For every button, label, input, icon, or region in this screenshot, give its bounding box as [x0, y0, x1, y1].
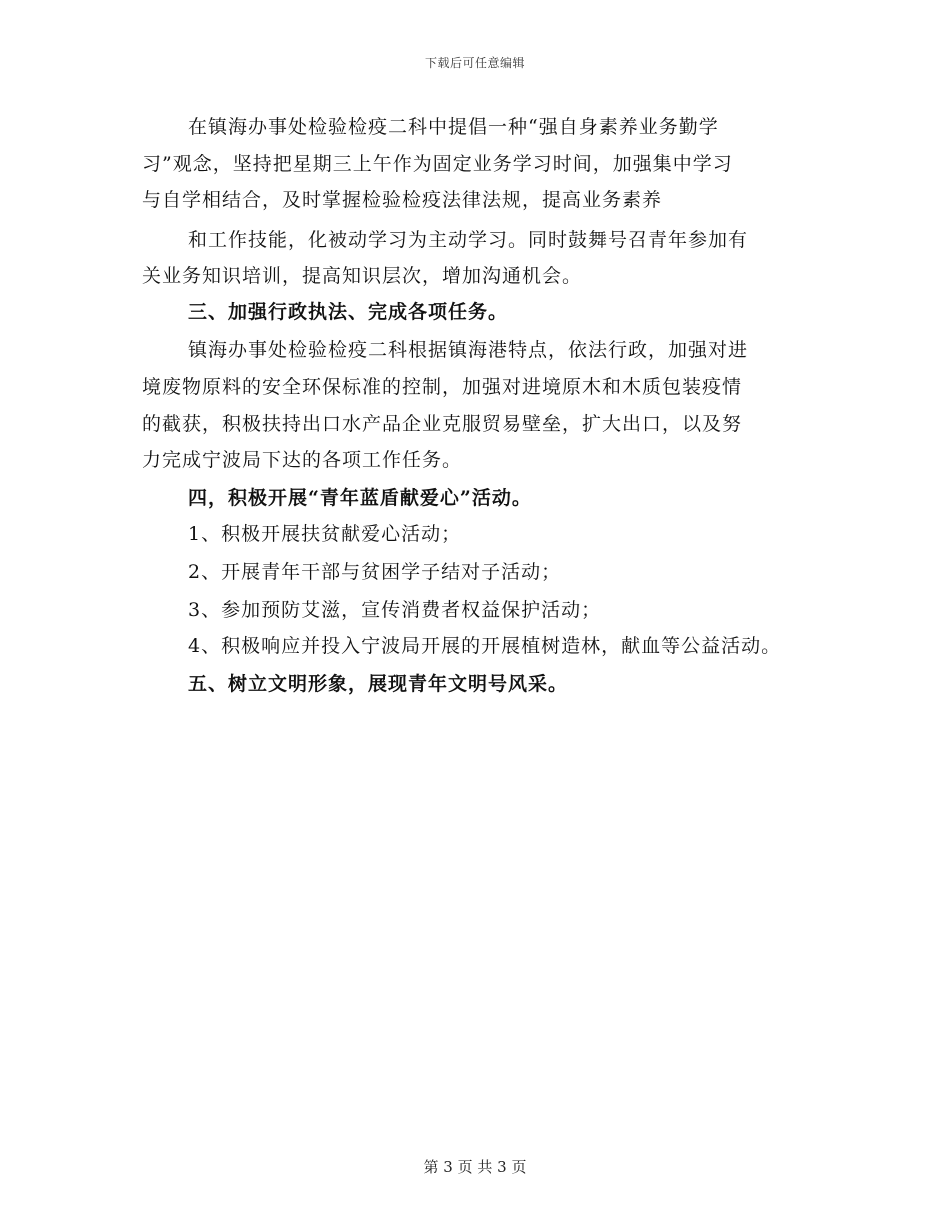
paragraph-line: 力完成宁波局下达的各项工作任务。 — [142, 449, 463, 471]
paragraph-line: 的截获，积极扶持出口水产品企业克服贸易壁垒，扩大出口，以及努 — [142, 413, 743, 435]
paragraph-line: 关业务知识培训，提高知识层次，增加沟通机会。 — [142, 265, 583, 287]
page-footer: 第 3 页 共 3 页 — [423, 1158, 527, 1176]
paragraph-line: 和工作技能，化被动学习为主动学习。同时鼓舞号召青年参加有 — [188, 229, 749, 251]
section-heading: 四，积极开展“青年蓝盾献爱心”活动。 — [188, 487, 532, 509]
paragraph-line: 境废物原料的安全环保标准的控制，加强对进境原木和木质包装疫情 — [142, 376, 743, 398]
list-item: 2、开展青年干部与贫困学子结对子活动； — [188, 561, 562, 583]
list-item: 4、积极响应并投入宁波局开展的开展植树造林，献血等公益活动。 — [188, 635, 782, 657]
paragraph-line: 镇海办事处检验检疫二科根据镇海港特点，依法行政，加强对进 — [188, 339, 749, 361]
section-heading: 五、树立文明形象，展现青年文明号风采。 — [188, 673, 569, 695]
paragraph-line: 习”观念，坚持把星期三上午作为固定业务学习时间，加强集中学习 — [142, 153, 733, 175]
section-heading: 三、加强行政执法、完成各项任务。 — [188, 301, 509, 323]
paragraph-line: 与自学相结合，及时掌握检验检疫法律法规，提高业务素养 — [142, 189, 663, 211]
list-item: 3、参加预防艾滋，宣传消费者权益保护活动； — [188, 599, 602, 621]
list-item: 1、积极开展扶贫献爱心活动； — [188, 523, 462, 545]
paragraph-line: 在镇海办事处检验检疫二科中提倡一种“强自身素养业务勤学 — [188, 116, 719, 138]
header-note: 下载后可任意编辑 — [424, 56, 525, 70]
